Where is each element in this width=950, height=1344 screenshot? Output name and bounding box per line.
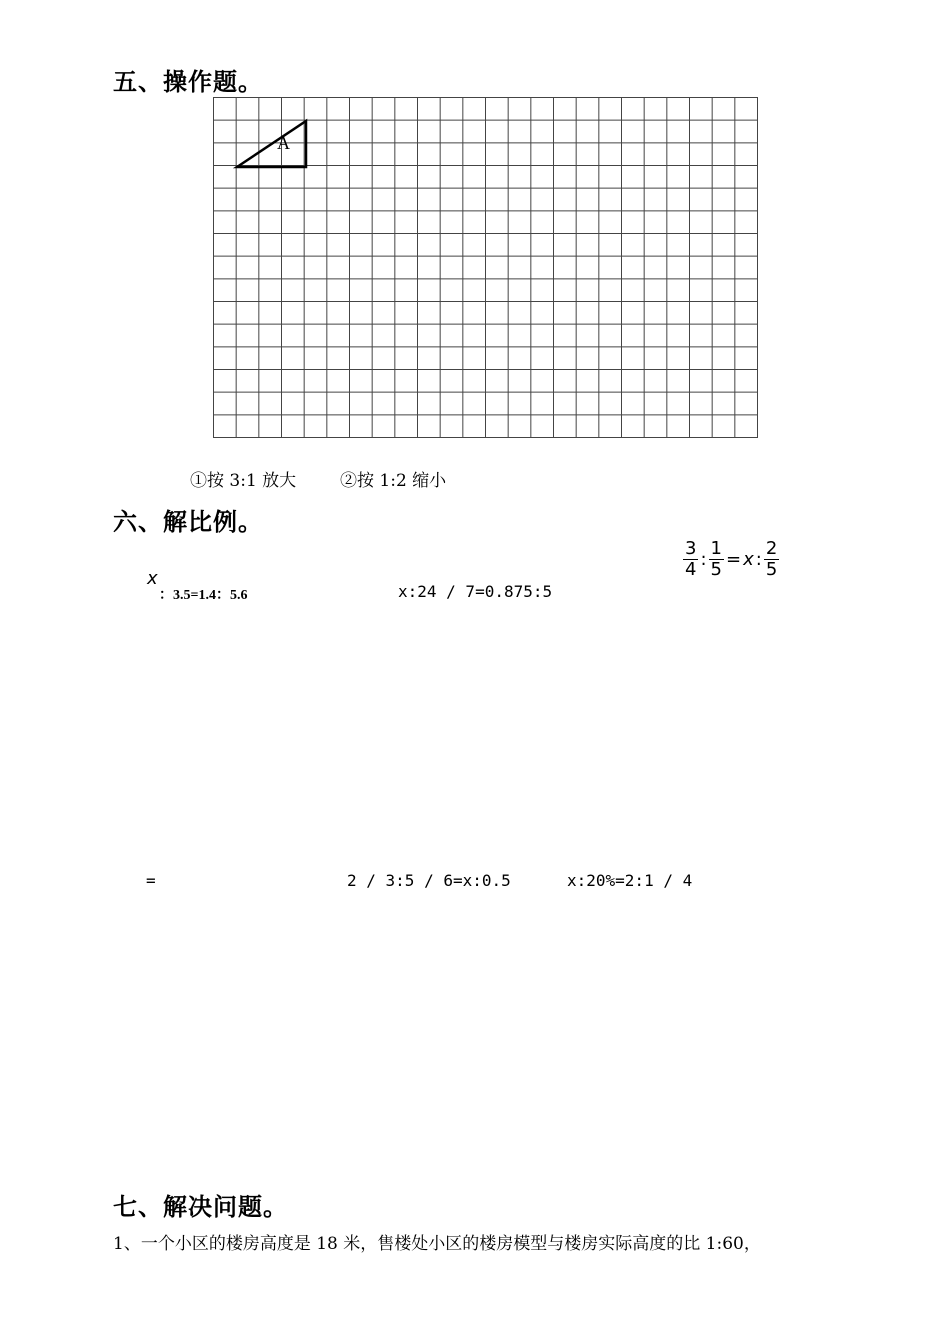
equals-sign: = bbox=[725, 549, 742, 570]
numerator: 3 bbox=[685, 538, 697, 559]
numerator: 1 bbox=[710, 538, 722, 559]
fraction-1-5 bbox=[709, 539, 724, 580]
drawing-grid[interactable] bbox=[213, 97, 758, 438]
equation-5: 2 / 3:5 / 6=x:0.5 bbox=[347, 871, 511, 890]
fraction-3-4 bbox=[683, 539, 698, 580]
triangle-label: A bbox=[277, 133, 290, 153]
denominator: 4 bbox=[685, 559, 697, 580]
equation-6: x:20%=2:1 / 4 bbox=[567, 871, 693, 890]
equation-3 bbox=[683, 539, 779, 580]
denominator: 5 bbox=[765, 559, 778, 580]
variable-x: x bbox=[743, 549, 754, 570]
section-five-title: 五、操作题。 bbox=[113, 67, 263, 96]
eq1-variable: x bbox=[147, 568, 158, 589]
equation-4: = bbox=[146, 871, 156, 890]
section-seven-title: 七、解决问题。 bbox=[113, 1192, 288, 1221]
colon: : bbox=[700, 549, 707, 570]
equation-1: ：3.5=1.4：5.6 bbox=[159, 588, 248, 603]
colon: : bbox=[755, 549, 762, 570]
denominator: 5 bbox=[710, 559, 722, 580]
grid-lines bbox=[213, 97, 758, 438]
equation-2: x:24 / 7=0.875:5 bbox=[398, 582, 553, 601]
instruction-enlarge: ①按 3:1 放大 bbox=[190, 471, 297, 491]
section-six-title: 六、解比例。 bbox=[113, 507, 263, 536]
fraction-2-5 bbox=[764, 539, 779, 580]
numerator: 2 bbox=[765, 538, 778, 559]
instruction-shrink: ②按 1:2 缩小 bbox=[340, 471, 447, 491]
problem-1-text: 1、一个小区的楼房高度是 18 米，售楼处小区的楼房模型与楼房实际高度的比 1:60， bbox=[113, 1234, 761, 1254]
